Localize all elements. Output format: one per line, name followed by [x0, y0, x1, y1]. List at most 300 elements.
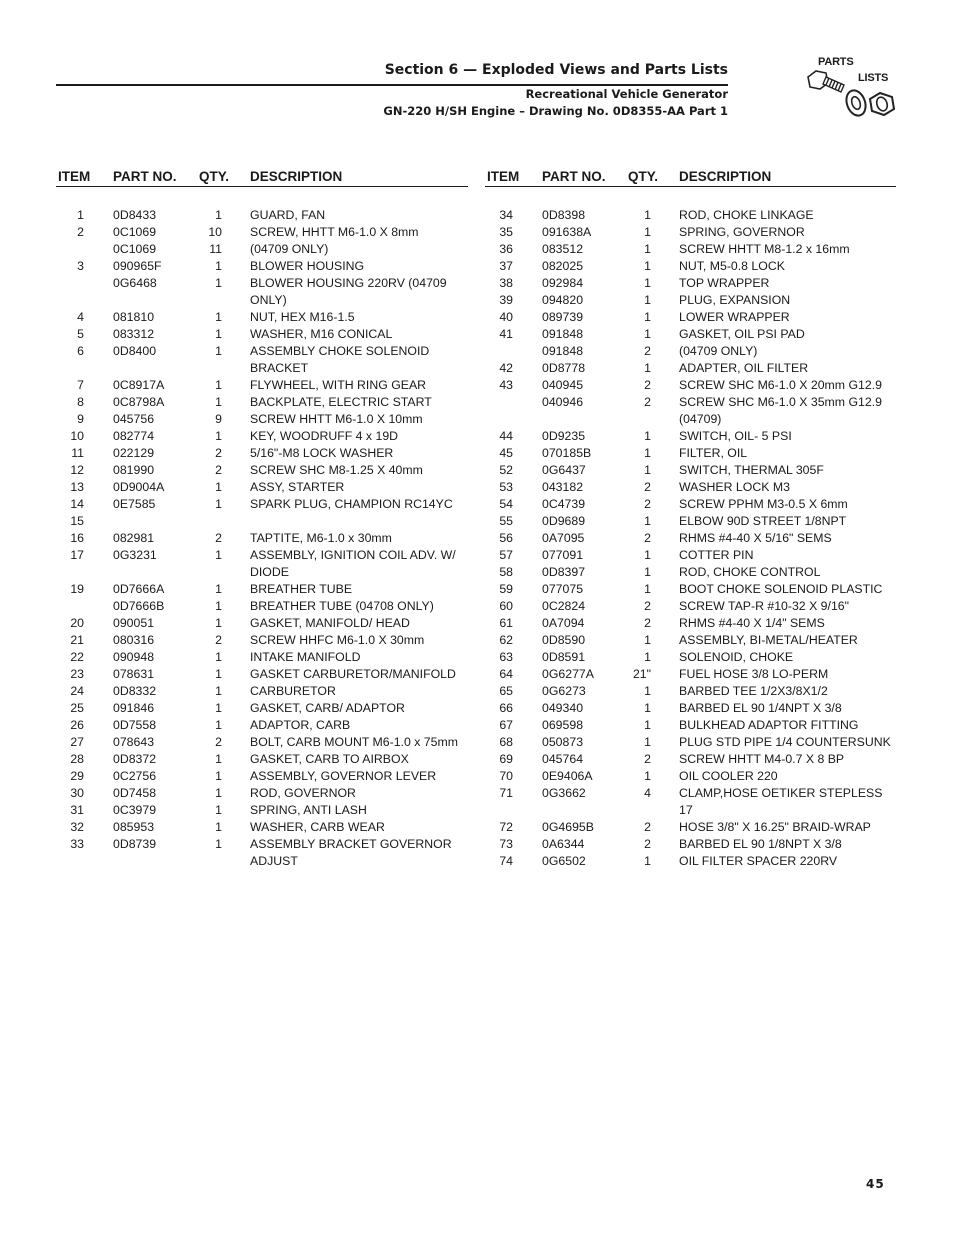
subtitle-product: Recreational Vehicle Generator — [525, 87, 728, 101]
quantity: 1 — [644, 548, 651, 562]
table-row — [56, 241, 468, 258]
quantity: 1 — [215, 429, 222, 443]
table-row — [56, 411, 468, 428]
part-number: 0D8778 — [542, 361, 586, 375]
quantity: 1 — [215, 259, 222, 273]
table-row — [56, 632, 468, 649]
quantity: 2 — [215, 633, 222, 647]
part-number: 0C1069 — [113, 242, 157, 256]
item-number: 31 — [70, 803, 84, 817]
part-number: 0D8590 — [542, 633, 586, 647]
description: SOLENOID, CHOKE — [679, 650, 794, 664]
table-row — [56, 547, 468, 581]
page-number: 45 — [866, 1177, 885, 1191]
description: COTTER PIN — [679, 548, 754, 562]
quantity: 1 — [644, 242, 651, 256]
part-number: 0D8372 — [113, 752, 157, 766]
description: ASSEMBLY, GOVERNOR LEVER — [250, 769, 437, 783]
table-row — [56, 224, 468, 241]
part-number: 0D8332 — [113, 684, 157, 698]
part-number: 091848 — [542, 344, 584, 358]
item-number: 22 — [70, 650, 84, 664]
part-number: 0D8739 — [113, 837, 157, 851]
table-row — [485, 751, 896, 768]
table-row — [56, 326, 468, 343]
quantity: 1 — [644, 446, 651, 460]
quantity: 1 — [215, 378, 222, 392]
quantity: 1 — [644, 701, 651, 715]
table-row — [485, 496, 896, 513]
description: LOWER WRAPPER — [679, 310, 790, 324]
description: GASKET, CARB TO AIRBOX — [250, 752, 409, 766]
header-part-no: PART NO. — [113, 169, 177, 184]
table-row — [56, 530, 468, 547]
part-number: 082981 — [113, 531, 155, 545]
description: TAPTITE, M6-1.0 x 30mm — [250, 531, 392, 545]
part-number: 0D7458 — [113, 786, 157, 800]
part-number: 092984 — [542, 276, 584, 290]
part-number: 0D8398 — [542, 208, 586, 222]
description: SCREW, HHTT M6-1.0 X 8mm — [250, 225, 419, 239]
description: FILTER, OIL — [679, 446, 748, 460]
description: SPARK PLUG, CHAMPION RC14YC — [250, 497, 453, 511]
table-header-right — [485, 168, 896, 187]
quantity: 1 — [644, 735, 651, 749]
quantity: 1 — [644, 276, 651, 290]
quantity: 1 — [644, 208, 651, 222]
description: GASKET, MANIFOLD/ HEAD — [250, 616, 410, 630]
item-number: 71 — [499, 786, 513, 800]
item-number: 35 — [499, 225, 513, 239]
part-number: 078631 — [113, 667, 155, 681]
item-number: 42 — [499, 361, 513, 375]
quantity: 1 — [215, 276, 222, 290]
quantity: 1 — [644, 259, 651, 273]
item-number: 14 — [70, 497, 84, 511]
item-number: 12 — [70, 463, 84, 477]
item-number: 38 — [499, 276, 513, 290]
part-number: 090965F — [113, 259, 162, 273]
quantity: 21" — [632, 667, 651, 681]
description: TOP WRAPPER — [679, 276, 770, 290]
table-row — [56, 598, 468, 615]
table-row — [485, 258, 896, 275]
item-number: 44 — [499, 429, 513, 443]
description: SCREW HHTT M6-1.0 X 10mm — [250, 412, 423, 426]
part-number: 0C3979 — [113, 803, 157, 817]
item-number: 8 — [77, 395, 84, 409]
item-number: 16 — [70, 531, 84, 545]
item-number: 62 — [499, 633, 513, 647]
part-number: 0C1069 — [113, 225, 157, 239]
description: PLUG STD PIPE 1/4 COUNTERSUNK — [679, 735, 891, 749]
table-row — [485, 377, 896, 394]
item-number: 36 — [499, 242, 513, 256]
table-row — [485, 530, 896, 547]
quantity: 1 — [215, 718, 222, 732]
part-number: 0G6437 — [542, 463, 586, 477]
item-number: 7 — [77, 378, 84, 392]
table-row — [56, 734, 468, 751]
part-number: 091846 — [113, 701, 155, 715]
description: GUARD, FAN — [250, 208, 326, 222]
description: BARBED TEE 1/2X3/8X1/2 — [679, 684, 828, 698]
part-number: 0G6277A — [542, 667, 594, 681]
part-number: 0C2756 — [113, 769, 157, 783]
table-row — [56, 513, 468, 530]
header-description: DESCRIPTION — [250, 169, 343, 184]
table-row — [56, 462, 468, 479]
table-row — [485, 734, 896, 751]
description: BOLT, CARB MOUNT M6-1.0 x 75mm — [250, 735, 458, 749]
table-row — [485, 326, 896, 343]
table-row — [56, 445, 468, 462]
quantity: 2 — [644, 752, 651, 766]
quantity: 2 — [215, 463, 222, 477]
quantity: 1 — [644, 565, 651, 579]
item-number: 55 — [499, 514, 513, 528]
part-number: 070185B — [542, 446, 592, 460]
quantity: 1 — [644, 293, 651, 307]
quantity: 1 — [644, 854, 651, 868]
description: CARBURETOR — [250, 684, 336, 698]
description: SWITCH, THERMAL 305F — [679, 463, 824, 477]
table-row — [485, 632, 896, 649]
quantity: 1 — [215, 752, 222, 766]
description: SCREW HHTT M8-1.2 x 16mm — [679, 242, 850, 256]
part-number: 0E9406A — [542, 769, 593, 783]
quantity: 1 — [644, 429, 651, 443]
table-row — [485, 292, 896, 309]
quantity: 2 — [644, 497, 651, 511]
description: ADAPTER, OIL FILTER — [679, 361, 809, 375]
part-number: 077075 — [542, 582, 584, 596]
quantity: 1 — [215, 667, 222, 681]
description: RHMS #4-40 X 1/4" SEMS — [679, 616, 825, 630]
quantity: 2 — [644, 820, 651, 834]
description: PLUG, EXPANSION — [679, 293, 791, 307]
table-row — [485, 513, 896, 530]
part-number: 081990 — [113, 463, 155, 477]
part-number: 091848 — [542, 327, 584, 341]
item-number: 65 — [499, 684, 513, 698]
quantity: 1 — [215, 837, 222, 851]
quantity: 2 — [644, 531, 651, 545]
item-number: 39 — [499, 293, 513, 307]
item-number: 40 — [499, 310, 513, 324]
part-number: 0D9235 — [542, 429, 586, 443]
part-number: 0D7666B — [113, 599, 165, 613]
quantity: 9 — [215, 412, 222, 426]
table-row — [56, 428, 468, 445]
parts-table-right — [485, 168, 896, 870]
description: SCREW PPHM M3-0.5 X 6mm — [679, 497, 848, 511]
description: ASSY, STARTER — [250, 480, 345, 494]
table-row — [56, 700, 468, 717]
part-number: 0C2824 — [542, 599, 586, 613]
table-row — [485, 785, 896, 819]
item-number: 34 — [499, 208, 513, 222]
item-number: 30 — [70, 786, 84, 800]
item-number: 11 — [71, 446, 84, 460]
item-number: 3 — [77, 259, 84, 273]
item-number: 25 — [70, 701, 84, 715]
table-row — [485, 224, 896, 241]
part-number: 0G3231 — [113, 548, 157, 562]
quantity: 1 — [215, 616, 222, 630]
logo-label-parts: PARTS — [818, 56, 854, 68]
item-number: 63 — [499, 650, 513, 664]
header-item: ITEM — [58, 169, 91, 184]
table-row — [56, 802, 468, 819]
description: SPRING, GOVERNOR — [679, 225, 805, 239]
item-number: 24 — [70, 684, 84, 698]
header-item: ITEM — [487, 169, 520, 184]
part-number: 069598 — [542, 718, 584, 732]
item-number: 20 — [70, 616, 84, 630]
table-row — [56, 768, 468, 785]
quantity: 1 — [644, 650, 651, 664]
item-number: 6 — [77, 344, 84, 358]
part-number: 0D7558 — [113, 718, 157, 732]
part-number: 085953 — [113, 820, 155, 834]
item-number: 57 — [499, 548, 513, 562]
item-number: 15 — [70, 514, 84, 528]
table-row — [485, 649, 896, 666]
description: FUEL HOSE 3/8 LO-PERM — [679, 667, 829, 681]
table-row — [485, 615, 896, 632]
table-row — [485, 700, 896, 717]
header-description: DESCRIPTION — [679, 169, 772, 184]
logo-label-lists: LISTS — [858, 72, 889, 84]
quantity: 2 — [644, 480, 651, 494]
item-number: 53 — [499, 480, 513, 494]
table-row — [485, 547, 896, 564]
description: BARBED EL 90 1/4NPT X 3/8 — [679, 701, 842, 715]
item-number: 72 — [499, 820, 513, 834]
part-number: 0D9689 — [542, 514, 586, 528]
table-row — [485, 666, 896, 683]
part-number: 0D8397 — [542, 565, 586, 579]
part-number: 045764 — [542, 752, 584, 766]
quantity: 1 — [215, 701, 222, 715]
description: BULKHEAD ADAPTOR FITTING — [679, 718, 859, 732]
description: OIL FILTER SPACER 220RV — [679, 854, 838, 868]
item-number: 69 — [499, 752, 513, 766]
part-number: 0G6502 — [542, 854, 586, 868]
part-number: 090948 — [113, 650, 155, 664]
item-number: 29 — [70, 769, 84, 783]
quantity: 11 — [209, 242, 222, 256]
description: BLOWER HOUSING — [250, 259, 365, 273]
header-rule — [56, 84, 728, 86]
description: ADAPTOR, CARB — [250, 718, 351, 732]
quantity: 2 — [644, 344, 651, 358]
table-row — [485, 343, 896, 360]
table-row — [485, 768, 896, 785]
description: 5/16"-M8 LOCK WASHER — [250, 446, 394, 460]
quantity: 1 — [644, 633, 651, 647]
quantity: 2 — [644, 837, 651, 851]
item-number: 66 — [499, 701, 513, 715]
item-number: 4 — [77, 310, 84, 324]
item-number: 1 — [77, 208, 84, 222]
part-number: 043182 — [542, 480, 584, 494]
part-number: 081810 — [113, 310, 155, 324]
table-row — [56, 343, 468, 377]
quantity: 1 — [215, 599, 222, 613]
description: BREATHER TUBE — [250, 582, 353, 596]
part-number: 094820 — [542, 293, 584, 307]
description: ELBOW 90D STREET 1/8NPT — [679, 514, 847, 528]
quantity: 1 — [644, 514, 651, 528]
item-number: 58 — [499, 565, 513, 579]
description: ASSEMBLY, IGNITION COIL ADV. W/ DIODE — [250, 548, 456, 579]
quantity: 1 — [215, 208, 222, 222]
description: NUT, HEX M16-1.5 — [250, 310, 355, 324]
table-row — [485, 462, 896, 479]
item-number: 43 — [499, 378, 513, 392]
table-row — [485, 819, 896, 836]
header-qty: QTY. — [628, 169, 659, 184]
quantity: 1 — [215, 327, 222, 341]
item-number: 28 — [70, 752, 84, 766]
item-number: 32 — [70, 820, 84, 834]
quantity: 1 — [644, 769, 651, 783]
table-row — [56, 649, 468, 666]
table-row — [56, 394, 468, 411]
part-number: 0C4739 — [542, 497, 586, 511]
table-row — [56, 207, 468, 224]
part-number: 091638A — [542, 225, 592, 239]
table-row — [485, 853, 896, 870]
description: (04709 ONLY) — [679, 344, 758, 358]
table-row — [56, 377, 468, 394]
table-row — [56, 819, 468, 836]
quantity: 1 — [215, 820, 222, 834]
table-row — [56, 666, 468, 683]
description: ASSEMBLY CHOKE SOLENOID BRACKET — [250, 344, 430, 375]
item-number: 45 — [499, 446, 513, 460]
part-number: 089739 — [542, 310, 584, 324]
part-number: 082774 — [113, 429, 155, 443]
part-number: 0A7095 — [542, 531, 585, 545]
table-row — [485, 394, 896, 428]
table-row — [485, 564, 896, 581]
part-number: 0G3662 — [542, 786, 586, 800]
quantity: 1 — [644, 225, 651, 239]
quantity: 2 — [215, 531, 222, 545]
description: SCREW HHTT M4-0.7 X 8 BP — [679, 752, 845, 766]
description: RHMS #4-40 X 5/16" SEMS — [679, 531, 832, 545]
quantity: 2 — [644, 616, 651, 630]
description: HOSE 3/8" X 16.25" BRAID-WRAP — [679, 820, 871, 834]
description: GASKET, OIL PSI PAD — [679, 327, 805, 341]
table-body-left — [56, 207, 468, 870]
item-number: 9 — [77, 412, 84, 426]
item-number: 19 — [70, 582, 84, 596]
table-row — [485, 445, 896, 462]
item-number: 54 — [499, 497, 513, 511]
quantity: 4 — [644, 786, 651, 800]
table-row — [56, 309, 468, 326]
part-number: 0D8400 — [113, 344, 157, 358]
item-number: 10 — [70, 429, 84, 443]
part-number: 040946 — [542, 395, 584, 409]
quantity: 1 — [215, 548, 222, 562]
item-number: 74 — [499, 854, 513, 868]
item-number: 13 — [70, 480, 84, 494]
description: NUT, M5-0.8 LOCK — [679, 259, 785, 273]
part-number: 0A6344 — [542, 837, 585, 851]
description: SWITCH, OIL- 5 PSI — [679, 429, 792, 443]
description: BOOT CHOKE SOLENOID PLASTIC — [679, 582, 883, 596]
table-row — [485, 581, 896, 598]
part-number: 0D9004A — [113, 480, 165, 494]
table-row — [56, 479, 468, 496]
part-number: 0G6273 — [542, 684, 586, 698]
part-number: 077091 — [542, 548, 584, 562]
table-row — [56, 683, 468, 700]
part-number: 0D8591 — [542, 650, 586, 664]
description: SPRING, ANTI LASH — [250, 803, 367, 817]
item-number: 21 — [70, 633, 84, 647]
description: ASSEMBLY BRACKET GOVERNOR ADJUST — [250, 837, 452, 868]
part-number: 0C8798A — [113, 395, 165, 409]
item-number: 73 — [499, 837, 513, 851]
quantity: 2 — [644, 395, 651, 409]
description: ROD, GOVERNOR — [250, 786, 356, 800]
table-row — [485, 309, 896, 326]
part-number: 083512 — [542, 242, 584, 256]
item-number: 56 — [499, 531, 513, 545]
description: ROD, CHOKE LINKAGE — [679, 208, 814, 222]
header-part-no: PART NO. — [542, 169, 606, 184]
item-number: 17 — [70, 548, 84, 562]
quantity: 1 — [215, 480, 222, 494]
description: GASKET, CARB/ ADAPTOR — [250, 701, 405, 715]
quantity: 1 — [215, 310, 222, 324]
quantity: 1 — [644, 310, 651, 324]
quantity: 2 — [644, 378, 651, 392]
table-row — [56, 717, 468, 734]
item-number: 61 — [499, 616, 513, 630]
section-title: Section 6 — Exploded Views and Parts Lists — [384, 62, 728, 78]
description: BARBED EL 90 1/8NPT X 3/8 — [679, 837, 842, 851]
part-number: 0D7666A — [113, 582, 165, 596]
quantity: 1 — [644, 684, 651, 698]
item-number: 33 — [70, 837, 84, 851]
table-row — [485, 479, 896, 496]
description: SCREW HHFC M6-1.0 X 30mm — [250, 633, 425, 647]
part-number: 0E7585 — [113, 497, 156, 511]
table-row — [56, 258, 468, 275]
part-number: 078643 — [113, 735, 155, 749]
table-row — [485, 717, 896, 734]
part-number: 082025 — [542, 259, 584, 273]
description: INTAKE MANIFOLD — [250, 650, 361, 664]
description: CLAMP,HOSE OETIKER STEPLESS 17 — [679, 786, 883, 817]
item-number: 41 — [499, 327, 513, 341]
table-row — [56, 615, 468, 632]
table-row — [56, 275, 468, 309]
part-number: 049340 — [542, 701, 584, 715]
quantity: 1 — [215, 803, 222, 817]
description: KEY, WOODRUFF 4 x 19D — [250, 429, 399, 443]
quantity: 10 — [208, 225, 222, 239]
description: BACKPLATE, ELECTRIC START — [250, 395, 432, 409]
item-number: 23 — [70, 667, 84, 681]
